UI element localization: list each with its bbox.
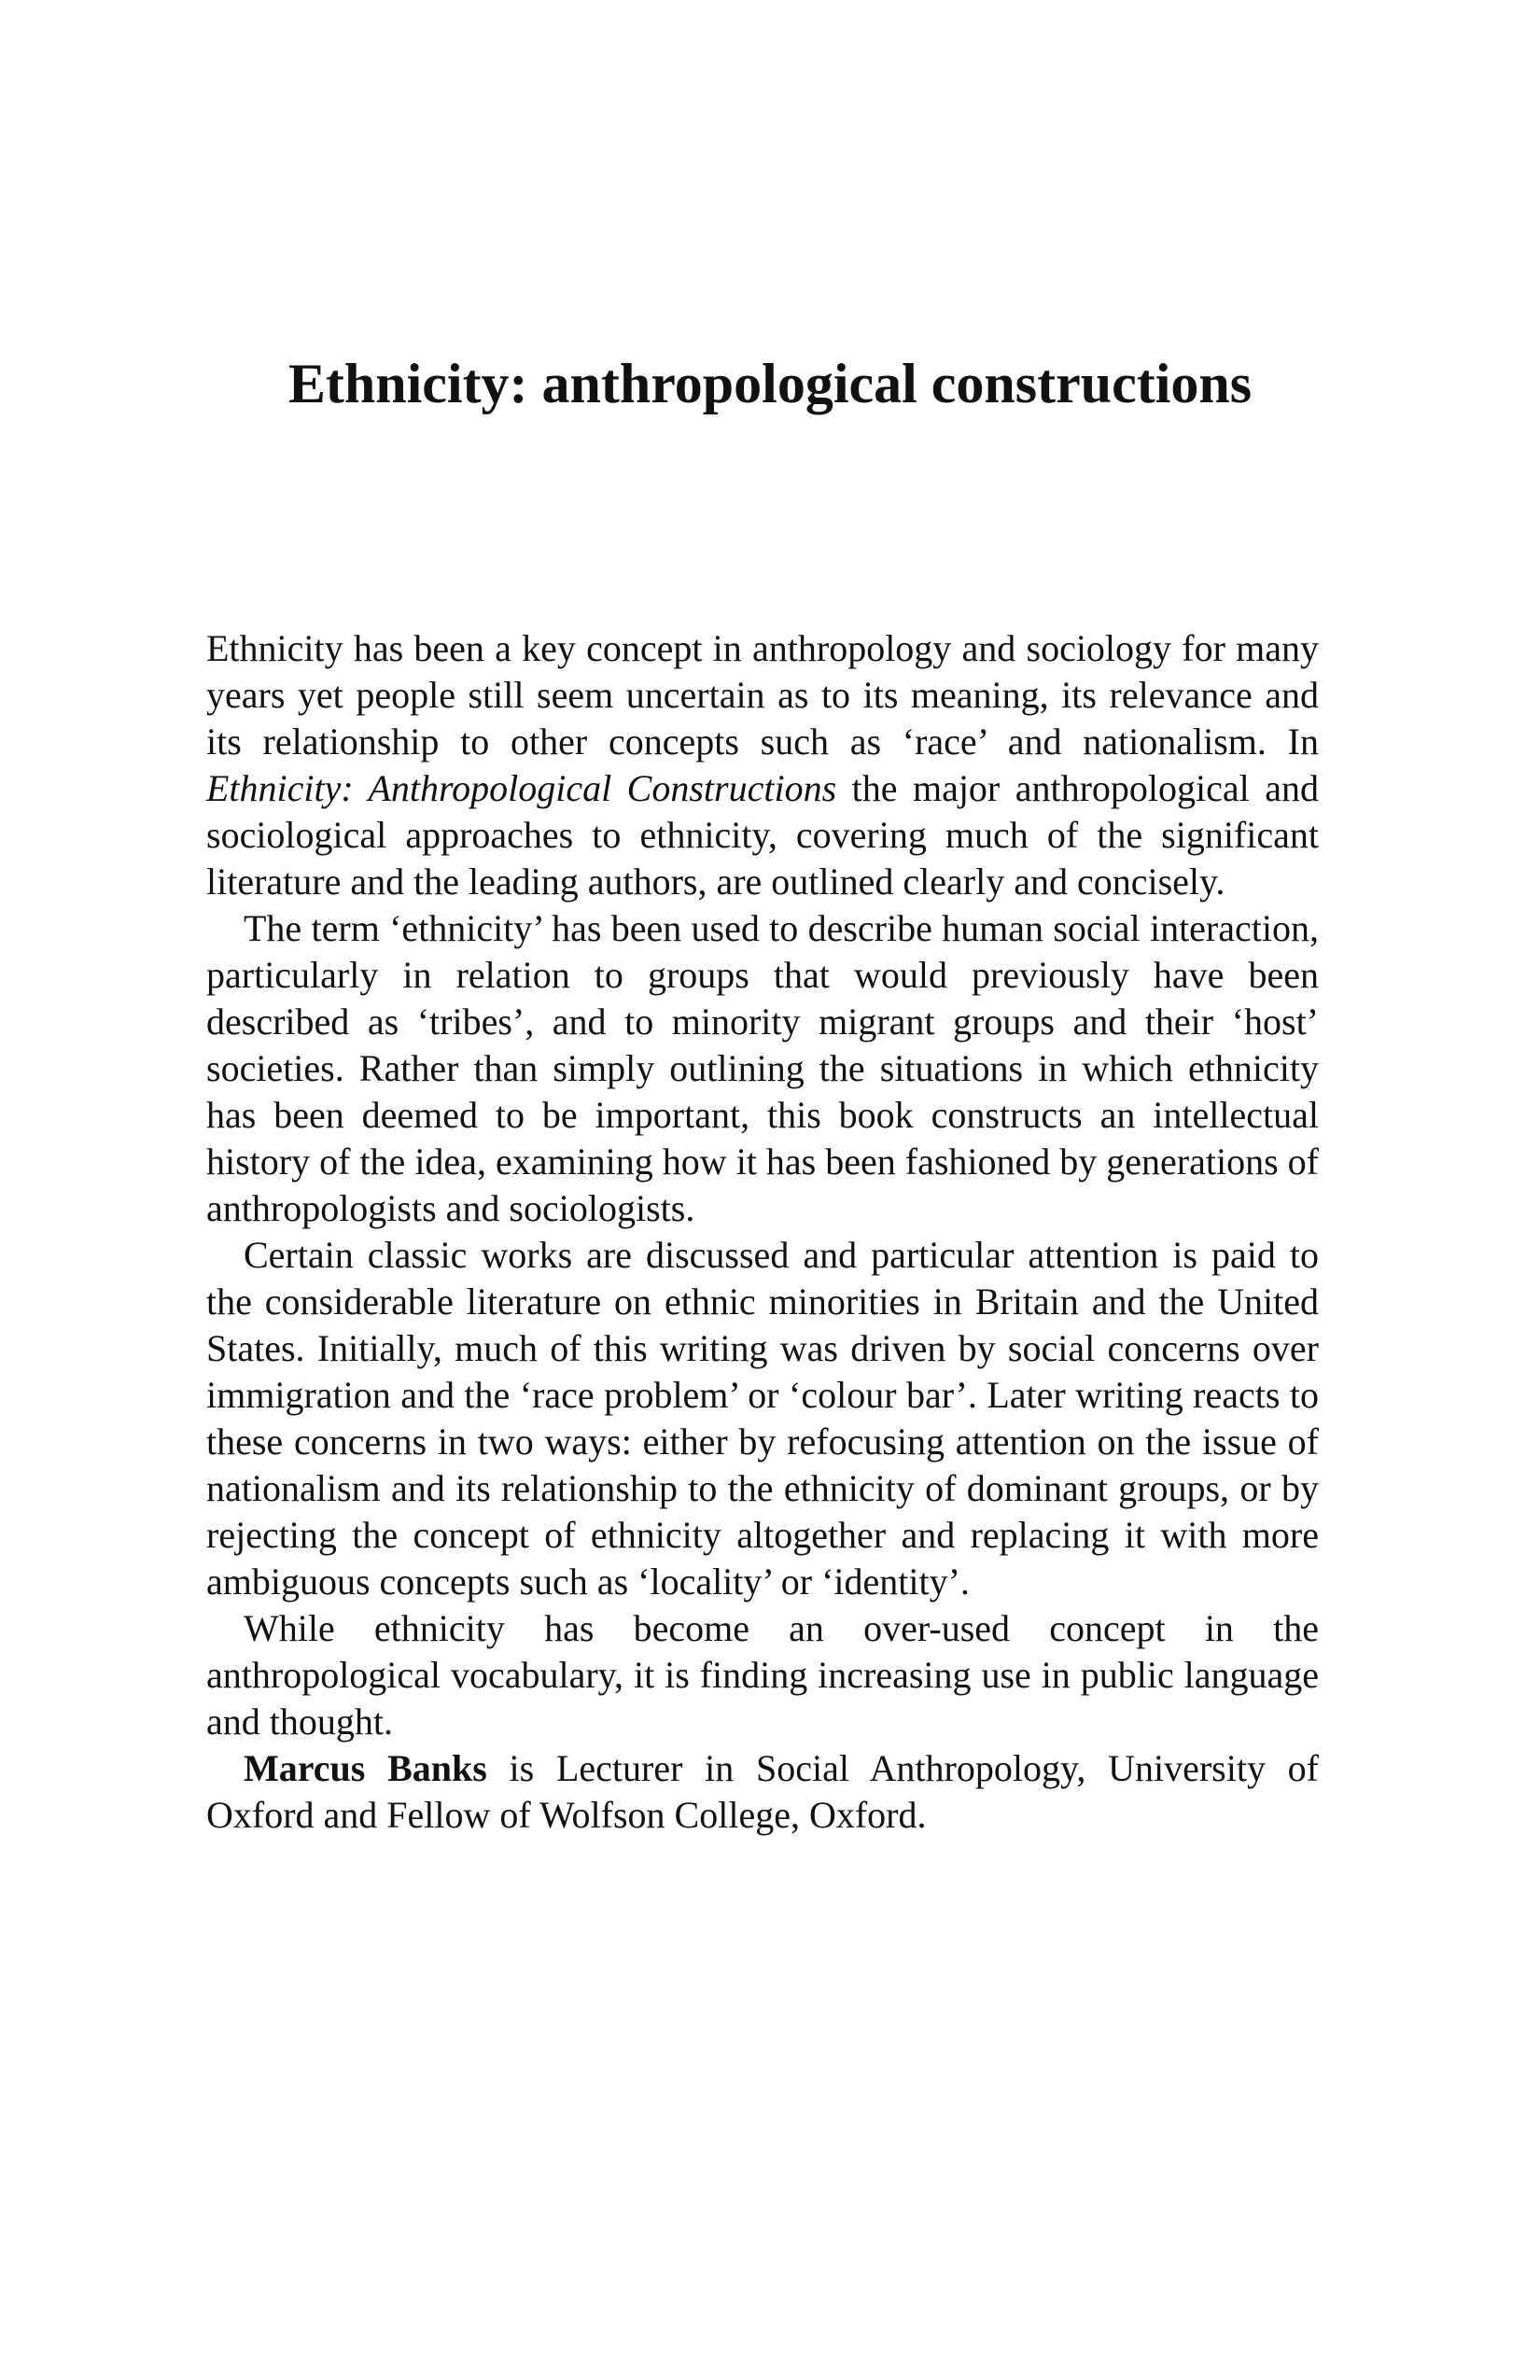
blurb-p1-intro: Ethnicity has been a key concept in anthropology and sociology for many years yet people still seem uncertain as to its meaning, its relevance and its relationship to other concepts such as ‘race’ and nationalism. In <box>206 627 1319 763</box>
blurb-body <box>206 625 1319 1839</box>
author-bio: is Lecturer in Social Anthropology, University of Oxford and Fellow of Wolfson College, Oxford. <box>206 1747 1319 1836</box>
blurb-paragraph-3: Certain classic works are discussed and particular attention is paid to the considerable literature on ethnic minorities in Britain and the United States. Initially, much of this writing was driven by social concerns over immigration and the ‘race problem’ or ‘colour bar’. Later writing reacts to these concerns in two ways: either by refocusing attention on the issue of nationalism and its relationship to the ethnicity of dominant groups, or by rejecting the concept of ethnicity altogether and replacing it with more ambiguous concepts such as ‘locality’ or ‘identity’. <box>206 1234 1319 1603</box>
blurb-paragraph-2: The term ‘ethnicity’ has been used to describe human social interaction, particularly in relation to groups that would previously have been described as ‘tribes’, and to minority migrant groups and their ‘host’ societies. Rather than simply outlining the situations in which ethnicity has been deemed to be important, this book constructs an intellectual history of the idea, examining how it has been fashioned by generations of anthropologists and sociologists. <box>206 907 1319 1229</box>
author-name: Marcus Banks <box>244 1747 487 1789</box>
page-title: Ethnicity: anthropological constructions <box>287 353 1253 414</box>
blurb-paragraph-1 <box>206 625 1319 905</box>
book-title-italic: Ethnicity: Anthropological Constructions <box>206 767 837 809</box>
blurb-p1-rest: the major anthropological and sociological approaches to ethnicity, covering much of the significant literature and the leading authors, are outlined clearly and concisely. <box>206 767 1319 903</box>
blurb-paragraph-4: While ethnicity has become an over-used concept in the anthropological vocabulary, it is finding increasing use in public language and thought. <box>206 1607 1319 1743</box>
author-bio-paragraph <box>206 1745 1319 1839</box>
